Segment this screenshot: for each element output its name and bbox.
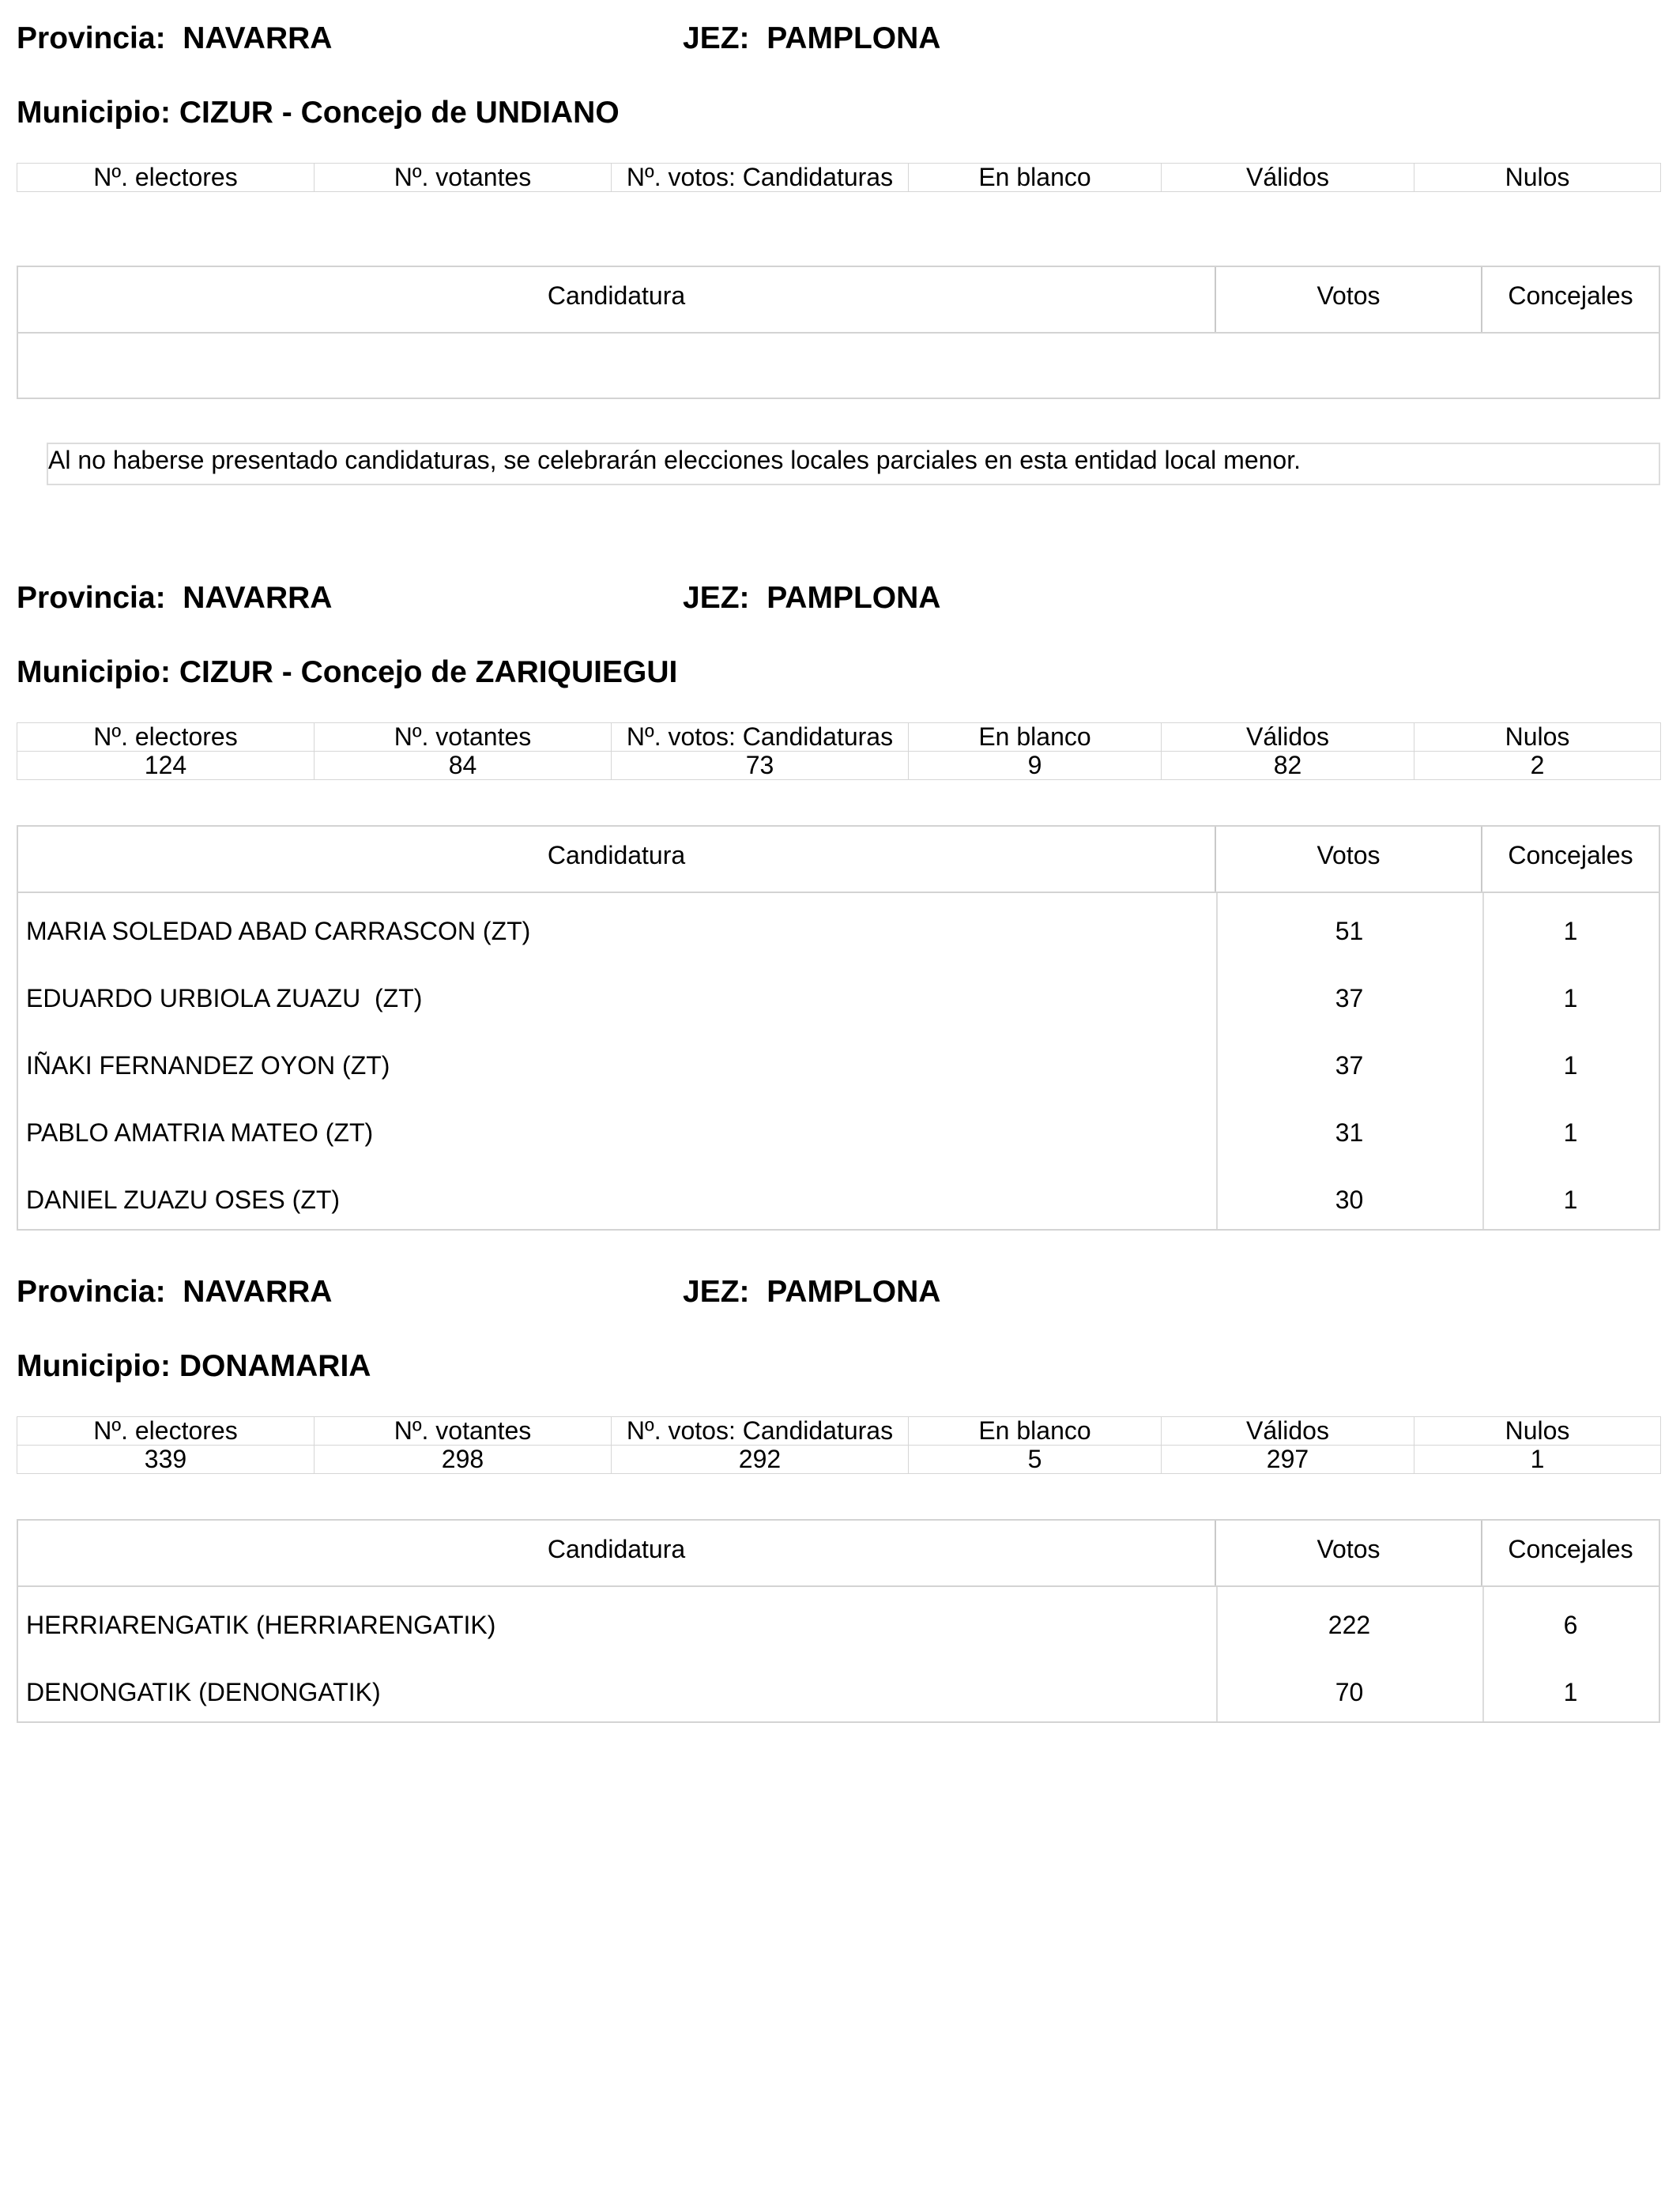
jez-value: PAMPLONA (767, 581, 941, 615)
candidate-council: 1 (1563, 1678, 1578, 1706)
municipio-label: Municipio: (17, 1349, 171, 1383)
stats-header: Válidos (1162, 1417, 1414, 1446)
candidates-header (18, 267, 1659, 334)
candidates-table (17, 825, 1660, 1231)
candidate-name: PABLO AMATRIA MATEO (ZT) (26, 1118, 374, 1147)
candidate-name: IÑAKI FERNANDEZ OYON (ZT) (26, 1051, 390, 1080)
stats-header: Nulos (1414, 723, 1661, 752)
jez-heading (683, 21, 940, 56)
municipio-heading (17, 655, 677, 690)
provincia-heading (17, 581, 332, 616)
candidates-table (17, 266, 1660, 399)
candidate-votes: 51 (1335, 917, 1364, 945)
candidate-row (18, 893, 1659, 960)
candidatura-header: Candidatura (18, 827, 1216, 892)
stats-value-row (17, 1446, 1661, 1474)
no-candidates-note (47, 443, 1660, 485)
validos-value: 82 (1162, 752, 1414, 780)
jez-value: PAMPLONA (767, 1275, 941, 1309)
votos-header: Votos (1216, 1521, 1482, 1585)
provincia-label: Provincia: (17, 21, 166, 55)
en-blanco-value: 5 (909, 1446, 1162, 1474)
stats-header: En blanco (909, 1417, 1162, 1446)
en-blanco-value: 9 (909, 752, 1162, 780)
candidates-header (18, 827, 1659, 893)
candidate-row (18, 1162, 1659, 1229)
stats-header: Válidos (1162, 164, 1414, 192)
candidate-council: 1 (1563, 1118, 1578, 1147)
stats-header-row (17, 1417, 1661, 1446)
candidate-row (18, 1095, 1659, 1162)
concejales-header: Concejales (1508, 281, 1633, 310)
candidate-votes: 70 (1335, 1678, 1364, 1706)
votos-header: Votos (1216, 827, 1482, 892)
provincia-value: NAVARRA (183, 1275, 333, 1309)
votantes-value: 298 (315, 1446, 612, 1474)
stats-header: Nº. electores (17, 1417, 315, 1446)
votantes-value: 84 (315, 752, 612, 780)
votos-candidaturas-value: 73 (612, 752, 909, 780)
jez-heading (683, 581, 940, 616)
municipio-heading (17, 96, 620, 130)
candidate-votes: 31 (1335, 1118, 1364, 1147)
municipio-value: CIZUR - Concejo de ZARIQUIEGUI (179, 655, 678, 689)
jez-label: JEZ: (683, 581, 750, 615)
stats-header-row (17, 164, 1661, 192)
candidate-row (18, 1654, 1659, 1721)
nulos-value: 1 (1414, 1446, 1661, 1474)
candidate-row (18, 1587, 1659, 1654)
stats-header: Nº. electores (17, 164, 315, 192)
stats-header: Nº. votos: Candidaturas (612, 164, 909, 192)
stats-header: Nulos (1414, 1417, 1661, 1446)
stats-header: Nº. electores (17, 723, 315, 752)
stats-table (17, 1416, 1661, 1474)
provincia-heading (17, 1275, 332, 1310)
concejales-header: Concejales (1508, 841, 1633, 869)
stats-header: Nº. votos: Candidaturas (612, 1417, 909, 1446)
provincia-value: NAVARRA (183, 581, 333, 615)
candidate-votes: 37 (1335, 984, 1364, 1012)
jez-value: PAMPLONA (767, 21, 941, 55)
candidate-name: MARIA SOLEDAD ABAD CARRASCON (ZT) (26, 917, 531, 945)
candidatura-header: Candidatura (18, 267, 1216, 332)
stats-header: Nº. votantes (315, 1417, 612, 1446)
municipio-label: Municipio: (17, 96, 171, 130)
note-text: Al no haberse presentado candidaturas, se celebrarán elecciones locales parciales en esta entidad local menor. (48, 446, 1301, 474)
stats-table (17, 722, 1661, 780)
votos-header: Votos (1216, 267, 1482, 332)
validos-value: 297 (1162, 1446, 1414, 1474)
provincia-label: Provincia: (17, 1275, 166, 1309)
jez-label: JEZ: (683, 21, 750, 55)
stats-header-row (17, 723, 1661, 752)
candidate-council: 6 (1563, 1611, 1578, 1639)
jez-label: JEZ: (683, 1275, 750, 1309)
municipio-label: Municipio: (17, 655, 171, 689)
jez-heading (683, 1275, 940, 1310)
municipio-value: CIZUR - Concejo de UNDIANO (179, 96, 620, 130)
stats-header: Nº. votantes (315, 164, 612, 192)
stats-header: Nº. votos: Candidaturas (612, 723, 909, 752)
candidates-body (18, 893, 1659, 1229)
stats-header: En blanco (909, 164, 1162, 192)
stats-header: Nº. votantes (315, 723, 612, 752)
concejales-header: Concejales (1508, 1535, 1633, 1563)
candidate-name: EDUARDO URBIOLA ZUAZU (ZT) (26, 984, 423, 1012)
candidate-name: DANIEL ZUAZU OSES (ZT) (26, 1186, 341, 1214)
electores-value: 339 (17, 1446, 315, 1474)
candidate-votes: 222 (1328, 1611, 1371, 1639)
municipio-value: DONAMARIA (179, 1349, 371, 1383)
candidate-council: 1 (1563, 1051, 1578, 1080)
candidate-votes: 37 (1335, 1051, 1364, 1080)
candidate-name: DENONGATIK (DENONGATIK) (26, 1678, 381, 1706)
candidate-row (18, 960, 1659, 1027)
stats-value-row (17, 752, 1661, 780)
provincia-heading (17, 21, 332, 56)
candidate-council: 1 (1563, 917, 1578, 945)
candidates-body (18, 1587, 1659, 1721)
votos-candidaturas-value: 292 (612, 1446, 909, 1474)
municipio-heading (17, 1349, 371, 1384)
provincia-label: Provincia: (17, 581, 166, 615)
candidates-header (18, 1521, 1659, 1587)
candidates-table (17, 1519, 1660, 1723)
candidate-council: 1 (1563, 984, 1578, 1012)
provincia-value: NAVARRA (183, 21, 333, 55)
candidate-name: HERRIARENGATIK (HERRIARENGATIK) (26, 1611, 496, 1639)
candidate-council: 1 (1563, 1186, 1578, 1214)
stats-table (17, 163, 1661, 192)
nulos-value: 2 (1414, 752, 1661, 780)
candidate-row (18, 1027, 1659, 1095)
candidate-votes: 30 (1335, 1186, 1364, 1214)
stats-header: En blanco (909, 723, 1162, 752)
candidatura-header: Candidatura (18, 1521, 1216, 1585)
electores-value: 124 (17, 752, 315, 780)
stats-header: Válidos (1162, 723, 1414, 752)
stats-header: Nulos (1414, 164, 1661, 192)
